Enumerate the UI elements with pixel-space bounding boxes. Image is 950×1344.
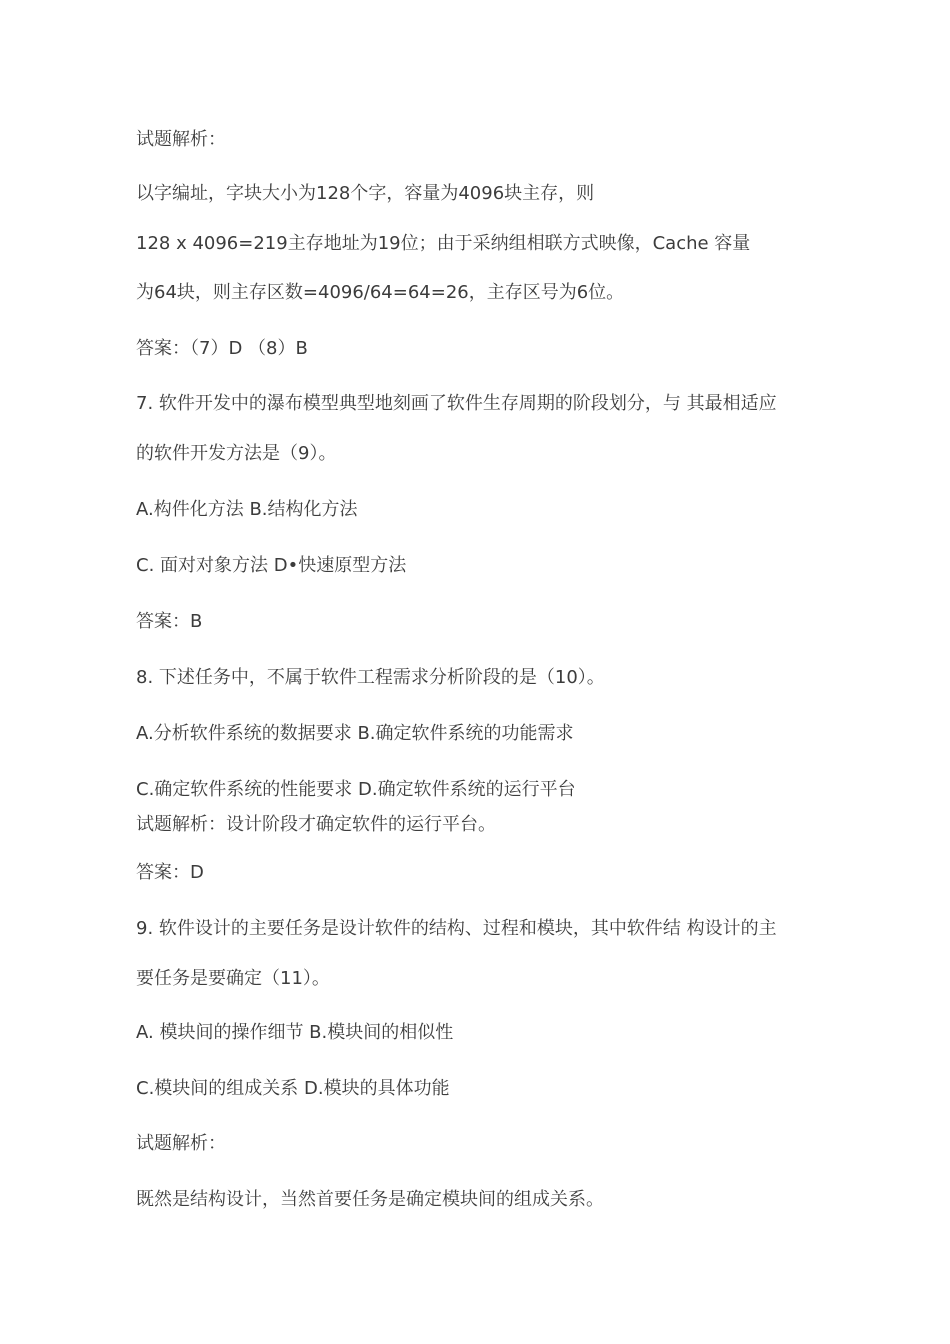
analysis-heading: 试题解析： <box>136 129 226 150</box>
option-line: A.分析软件系统的数据要求 B.确定软件系统的功能需求 <box>136 723 574 744</box>
question-text-line: 7. 软件开发中的瀑布模型典型地刻画了软件生存周期的阶段划分，与 其最相适应 <box>136 393 777 414</box>
analysis-heading: 试题解析： <box>136 1133 226 1154</box>
analysis-text-line: 128 x 4096=219主存地址为19位；由于采纳组相联方式映像，Cache 容量 <box>136 233 751 254</box>
analysis-text-line: 为64块，则主存区数=4096/64=64=26，主存区号为6位。 <box>136 282 625 303</box>
analysis-text-line: 以字编址，字块大小为128个字，容量为4096块主存，则 <box>136 183 595 204</box>
answer-line: 答案：（7）D （8）B <box>136 338 308 359</box>
option-line: A. 模块间的操作细节 B.模块间的相似性 <box>136 1022 454 1043</box>
option-line: A.构件化方法 B.结构化方法 <box>136 499 358 520</box>
option-line: C.模块间的组成关系 D.模块的具体功能 <box>136 1078 450 1099</box>
option-line: C. 面对对象方法 D•快速原型方法 <box>136 555 407 576</box>
question-text-line: 9. 软件设计的主要任务是设计软件的结构、过程和模块，其中软件结 构设计的主 <box>136 918 777 939</box>
option-line: C.确定软件系统的性能要求 D.确定软件系统的运行平台 <box>136 779 576 800</box>
question-text-line: 8. 下述任务中，不属于软件工程需求分析阶段的是（10）。 <box>136 667 605 688</box>
question-text-line: 要任务是要确定（11）。 <box>136 968 330 989</box>
analysis-text-line: 试题解析：设计阶段才确定软件的运行平台。 <box>136 814 496 835</box>
answer-line: 答案：B <box>136 611 203 632</box>
analysis-text-line: 既然是结构设计，当然首要任务是确定模块间的组成关系。 <box>136 1189 604 1210</box>
question-text-line: 的软件开发方法是（9）。 <box>136 443 337 464</box>
answer-line: 答案：D <box>136 862 204 883</box>
